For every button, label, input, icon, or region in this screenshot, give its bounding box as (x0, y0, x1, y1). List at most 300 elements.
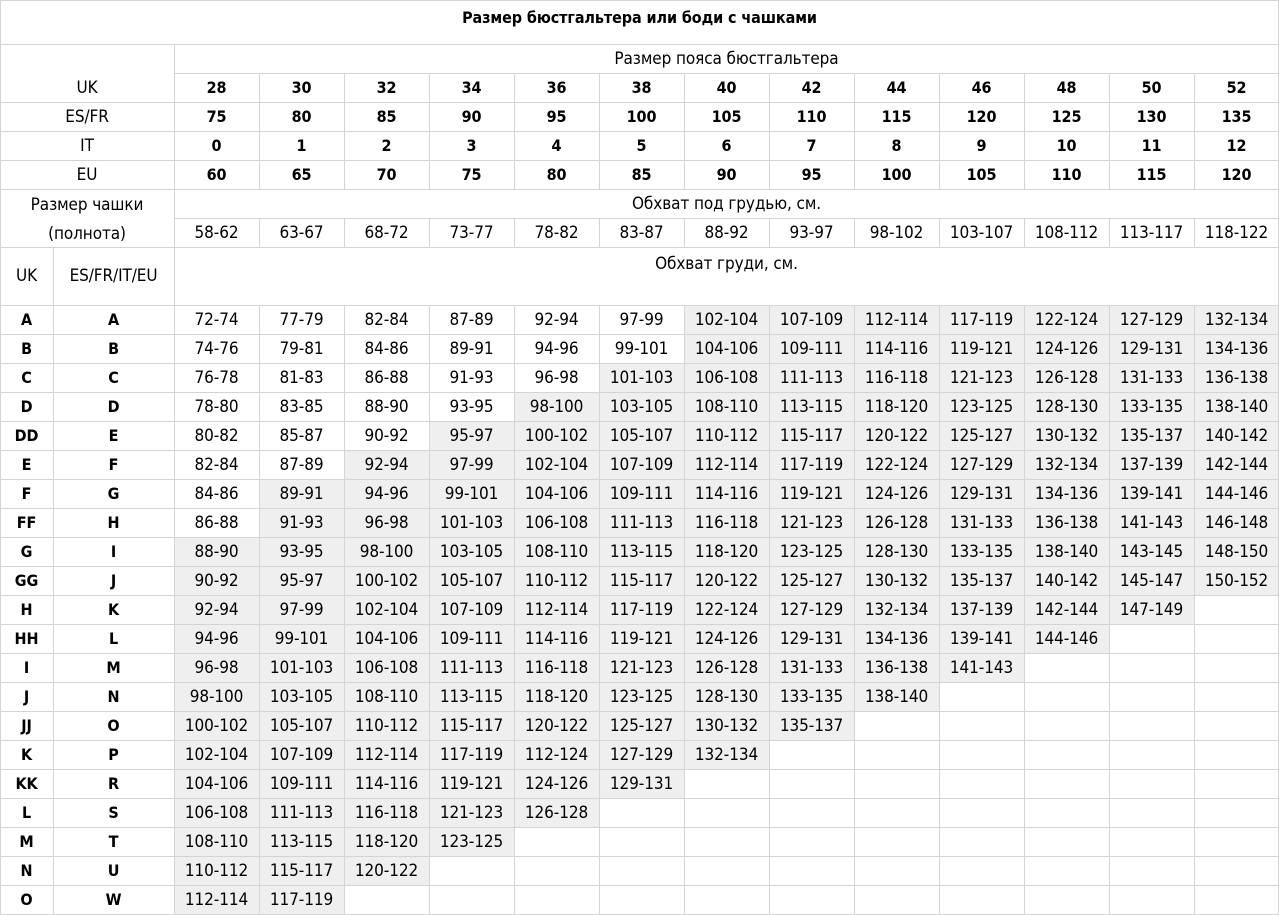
bust-range-cell: 117-119 (779, 454, 844, 475)
bust-range-cell: 108-110 (354, 686, 419, 707)
bust-range-cell: 141-143 (1119, 512, 1184, 533)
band-size-value: 28 (206, 78, 227, 97)
bust-range-cell: 134-136 (1204, 338, 1269, 359)
band-size-value: 7 (806, 136, 817, 155)
cup-uk: KK (15, 774, 38, 793)
bust-range-cell: 97-99 (449, 454, 494, 475)
cup-uk: C (21, 368, 32, 387)
band-size-value: 50 (1141, 78, 1162, 97)
band-size-value: 115 (1136, 165, 1167, 184)
bust-range-cell: 107-109 (609, 454, 674, 475)
bust-range-cell: 111-113 (779, 367, 844, 388)
bust-range-cell: 124-126 (864, 483, 929, 504)
bust-range-cell: 92-94 (534, 309, 579, 330)
band-size-value: 38 (631, 78, 652, 97)
bust-range-cell: 102-104 (184, 744, 249, 765)
band-size-value: 80 (291, 107, 312, 126)
bust-range-cell: 89-91 (449, 338, 494, 359)
band-size-value: 9 (976, 136, 987, 155)
bust-range-cell: 99-101 (614, 338, 669, 359)
bust-range-cell: 120-122 (524, 715, 589, 736)
bust-range-cell: 142-144 (1034, 599, 1099, 620)
bust-range-cell: 87-89 (449, 309, 494, 330)
bust-range-cell: 127-129 (779, 599, 844, 620)
bust-range-cell: 123-125 (949, 396, 1014, 417)
bust-range-cell: 72-74 (194, 309, 239, 330)
band-size-value: 115 (881, 107, 912, 126)
band-size-value: 3 (466, 136, 477, 155)
bust-range-cell: 134-136 (1034, 483, 1099, 504)
cup-uk: G (20, 542, 33, 561)
cup-uk: DD (14, 426, 39, 445)
bust-range-cell: 131-133 (949, 512, 1014, 533)
size-system-label: IT (80, 135, 94, 156)
bust-range-cell: 118-120 (524, 686, 589, 707)
bust-range-cell: 115-117 (609, 570, 674, 591)
bust-range-cell: 74-76 (194, 338, 239, 359)
bust-range-cell: 147-149 (1119, 599, 1184, 620)
band-size-value: 2 (381, 136, 392, 155)
cup-uk: J (23, 687, 30, 706)
bust-range-cell: 87-89 (279, 454, 324, 475)
bust-range-cell: 148-150 (1204, 541, 1269, 562)
table-title: Размер бюстгальтера или боди с чашками (462, 7, 817, 27)
bust-range-cell: 129-131 (1119, 338, 1184, 359)
bust-range-cell: 125-127 (609, 715, 674, 736)
cup-eu: O (107, 716, 120, 735)
bust-range-cell: 121-123 (949, 367, 1014, 388)
bust-range-cell: 112-114 (354, 744, 419, 765)
bust-range-cell: 138-140 (864, 686, 929, 707)
bust-range-cell: 124-126 (524, 773, 589, 794)
underbust-range: 108-112 (1034, 223, 1099, 243)
bust-range-cell: 112-114 (694, 454, 759, 475)
cup-eu: R (108, 774, 119, 793)
band-size-value: 44 (886, 78, 907, 97)
band-size-value: 6 (721, 136, 732, 155)
bust-range-cell: 102-104 (354, 599, 419, 620)
bust-range-cell: 142-144 (1204, 454, 1269, 475)
bust-range-cell: 92-94 (364, 454, 409, 475)
bust-range-cell: 128-130 (1034, 396, 1099, 417)
cup-uk: F (21, 484, 32, 503)
bust-range-cell: 122-124 (864, 454, 929, 475)
bust-range-cell: 102-104 (524, 454, 589, 475)
band-size-value: 120 (1221, 165, 1252, 184)
bust-range-cell: 144-146 (1034, 628, 1099, 649)
bust-range-cell: 113-115 (269, 831, 334, 852)
size-system-label: UK (76, 77, 98, 98)
band-size-value: 105 (711, 107, 742, 126)
bust-range-cell: 91-93 (279, 512, 324, 533)
bust-range-cell: 120-122 (354, 860, 419, 881)
cup-eu: S (108, 803, 119, 822)
cup-uk: E (21, 455, 32, 474)
cup-eu: U (107, 861, 120, 880)
underbust-range: 113-117 (1119, 223, 1184, 243)
bust-range-cell: 100-102 (524, 425, 589, 446)
bust-range-cell: 94-96 (364, 483, 409, 504)
cup-uk: A (20, 310, 33, 329)
bust-range-cell: 117-119 (949, 309, 1014, 330)
bust-range-cell: 125-127 (779, 570, 844, 591)
cup-uk: JJ (21, 716, 32, 735)
size-system-label: ES/FR (65, 106, 109, 127)
bust-range-cell: 91-93 (449, 367, 494, 388)
bust-range-cell: 150-152 (1204, 570, 1269, 591)
bust-range-cell: 96-98 (194, 657, 239, 678)
bust-range-cell: 139-141 (949, 628, 1014, 649)
bust-range-cell: 98-100 (189, 686, 244, 707)
bust-range-cell: 98-100 (529, 396, 584, 417)
bust-range-cell: 126-128 (864, 512, 929, 533)
bust-range-cell: 140-142 (1034, 570, 1099, 591)
bust-range-cell: 80-82 (194, 425, 239, 446)
band-size-header: Размер пояса бюстгальтера (614, 48, 839, 69)
bust-range-cell: 78-80 (194, 396, 239, 417)
cup-eu: H (107, 513, 120, 532)
bust-range-cell: 137-139 (1119, 454, 1184, 475)
band-size-value: 105 (966, 165, 997, 184)
bust-range-cell: 85-87 (279, 425, 324, 446)
cup-uk: GG (14, 571, 39, 590)
bust-range-cell: 115-117 (779, 425, 844, 446)
band-size-value: 90 (461, 107, 482, 126)
cup-uk: HH (14, 629, 39, 648)
cup-eu: W (105, 890, 122, 909)
band-size-value: 30 (291, 78, 312, 97)
bust-range-cell: 105-107 (439, 570, 504, 591)
band-size-value: 95 (801, 165, 822, 184)
bust-range-cell: 111-113 (609, 512, 674, 533)
cup-uk: N (20, 861, 33, 880)
cup-uk: M (19, 832, 34, 851)
bust-range-cell: 109-111 (269, 773, 334, 794)
underbust-range: 98-102 (869, 223, 924, 243)
cup-eu: G (107, 484, 120, 503)
band-size-value: 60 (206, 165, 227, 184)
bust-range-cell: 107-109 (779, 309, 844, 330)
bust-header: Обхват груди, см. (655, 254, 798, 274)
bust-range-cell: 114-116 (524, 628, 589, 649)
cup-uk: I (23, 658, 30, 677)
bust-range-cell: 132-134 (1204, 309, 1269, 330)
bust-range-cell: 133-135 (1119, 396, 1184, 417)
band-size-value: 120 (966, 107, 997, 126)
band-size-value: 42 (801, 78, 822, 97)
underbust-header: Обхват под грудью, см. (631, 193, 822, 214)
cup-eu: N (107, 687, 120, 706)
bust-range-cell: 136-138 (1204, 367, 1269, 388)
band-size-value: 110 (796, 107, 827, 126)
bust-range-cell: 95-97 (449, 425, 494, 446)
cup-eu: D (107, 397, 120, 416)
band-size-value: 8 (891, 136, 902, 155)
bust-range-cell: 116-118 (524, 657, 589, 678)
bust-range-cell: 110-112 (524, 570, 589, 591)
bust-range-cell: 118-120 (694, 541, 759, 562)
bust-range-cell: 101-103 (269, 657, 334, 678)
bust-range-cell: 131-133 (1119, 367, 1184, 388)
band-size-value: 130 (1136, 107, 1167, 126)
bust-range-cell: 140-142 (1204, 425, 1269, 446)
bust-range-cell: 119-121 (779, 483, 844, 504)
bust-range-cell: 120-122 (694, 570, 759, 591)
underbust-range: 88-92 (704, 223, 749, 243)
band-size-value: 90 (716, 165, 737, 184)
band-size-value: 110 (1051, 165, 1082, 184)
bust-range-cell: 133-135 (949, 541, 1014, 562)
band-size-value: 1 (296, 136, 307, 155)
bust-range-cell: 126-128 (694, 657, 759, 678)
underbust-range: 118-122 (1204, 223, 1269, 243)
bust-range-cell: 117-119 (269, 889, 334, 910)
cup-column-eu: ES/FR/IT/EU (69, 266, 158, 286)
band-size-value: 10 (1056, 136, 1077, 155)
bust-range-cell: 123-125 (779, 541, 844, 562)
bust-range-cell: 121-123 (779, 512, 844, 533)
bust-range-cell: 101-103 (609, 367, 674, 388)
bust-range-cell: 106-108 (694, 367, 759, 388)
bust-range-cell: 123-125 (439, 831, 504, 852)
underbust-range: 83-87 (619, 223, 664, 243)
bust-range-cell: 86-88 (364, 367, 409, 388)
bust-range-cell: 130-132 (864, 570, 929, 591)
band-size-value: 65 (291, 165, 312, 184)
cup-size-label-sub: (полнота) (48, 223, 126, 244)
cup-eu: I (110, 542, 117, 561)
bust-range-cell: 141-143 (949, 657, 1014, 678)
cup-uk: H (20, 600, 33, 619)
bust-range-cell: 116-118 (354, 802, 419, 823)
band-size-value: 40 (716, 78, 737, 97)
bust-range-cell: 90-92 (194, 570, 239, 591)
bust-range-cell: 77-79 (279, 309, 324, 330)
bust-range-cell: 123-125 (609, 686, 674, 707)
underbust-range: 63-67 (279, 223, 324, 243)
band-size-value: 4 (551, 136, 562, 155)
bust-range-cell: 96-98 (534, 367, 579, 388)
cup-uk: FF (16, 513, 37, 532)
bust-range-cell: 90-92 (364, 425, 409, 446)
bust-range-cell: 139-141 (1119, 483, 1184, 504)
bust-range-cell: 129-131 (779, 628, 844, 649)
cup-uk: D (20, 397, 33, 416)
cup-eu: P (108, 745, 119, 764)
underbust-range: 68-72 (364, 223, 409, 243)
bust-range-cell: 112-124 (524, 744, 589, 765)
bust-range-cell: 114-116 (864, 338, 929, 359)
bust-range-cell: 127-129 (1119, 309, 1184, 330)
bust-range-cell: 122-124 (694, 599, 759, 620)
bust-range-cell: 107-109 (439, 599, 504, 620)
cup-uk: L (21, 803, 32, 822)
bust-range-cell: 109-111 (779, 338, 844, 359)
bust-range-cell: 93-95 (279, 541, 324, 562)
cup-eu: C (108, 368, 119, 387)
bust-range-cell: 81-83 (279, 367, 324, 388)
bust-range-cell: 84-86 (194, 483, 239, 504)
bust-range-cell: 120-122 (864, 425, 929, 446)
bust-range-cell: 84-86 (364, 338, 409, 359)
bust-range-cell: 112-114 (184, 889, 249, 910)
bust-range-cell: 110-112 (184, 860, 249, 881)
bust-range-cell: 127-129 (609, 744, 674, 765)
bust-range-cell: 99-101 (444, 483, 499, 504)
bust-range-cell: 119-121 (439, 773, 504, 794)
cup-eu: J (110, 571, 117, 590)
bust-range-cell: 133-135 (779, 686, 844, 707)
band-size-value: 80 (546, 165, 567, 184)
bust-range-cell: 119-121 (609, 628, 674, 649)
band-size-value: 11 (1141, 136, 1162, 155)
bust-range-cell: 144-146 (1204, 483, 1269, 504)
band-size-value: 32 (376, 78, 397, 97)
bust-range-cell: 117-119 (439, 744, 504, 765)
bust-range-cell: 96-98 (364, 512, 409, 533)
bust-range-cell: 135-137 (779, 715, 844, 736)
bust-range-cell: 107-109 (269, 744, 334, 765)
cup-eu: K (107, 600, 120, 619)
cup-eu: B (108, 339, 119, 358)
bust-range-cell: 82-84 (364, 309, 409, 330)
bust-range-cell: 115-117 (269, 860, 334, 881)
bust-range-cell: 113-115 (609, 541, 674, 562)
bust-range-cell: 94-96 (534, 338, 579, 359)
bust-range-cell: 109-111 (439, 628, 504, 649)
bust-range-cell: 134-136 (864, 628, 929, 649)
underbust-range: 78-82 (534, 223, 579, 243)
band-size-value: 125 (1051, 107, 1082, 126)
bust-range-cell: 97-99 (279, 599, 324, 620)
bust-range-cell: 104-106 (354, 628, 419, 649)
bust-range-cell: 110-112 (694, 425, 759, 446)
cup-eu: M (106, 658, 121, 677)
bust-range-cell: 145-147 (1119, 570, 1184, 591)
bust-range-cell: 103-105 (439, 541, 504, 562)
band-size-value: 100 (626, 107, 657, 126)
bust-range-cell: 128-130 (864, 541, 929, 562)
bust-range-cell: 103-105 (609, 396, 674, 417)
bust-range-cell: 111-113 (439, 657, 504, 678)
band-size-value: 75 (206, 107, 227, 126)
bust-range-cell: 130-132 (694, 715, 759, 736)
bust-range-cell: 138-140 (1204, 396, 1269, 417)
bust-range-cell: 104-106 (184, 773, 249, 794)
bust-range-cell: 119-121 (949, 338, 1014, 359)
bust-range-cell: 116-118 (864, 367, 929, 388)
bust-range-cell: 116-118 (694, 512, 759, 533)
bust-range-cell: 124-126 (1034, 338, 1099, 359)
underbust-range: 93-97 (789, 223, 834, 243)
bust-range-cell: 138-140 (1034, 541, 1099, 562)
bust-range-cell: 125-127 (949, 425, 1014, 446)
bust-range-cell: 88-90 (194, 541, 239, 562)
bust-range-cell: 112-114 (524, 599, 589, 620)
bust-range-cell: 103-105 (269, 686, 334, 707)
bust-range-cell: 143-145 (1119, 541, 1184, 562)
bust-range-cell: 100-102 (184, 715, 249, 736)
bust-range-cell: 112-114 (864, 309, 929, 330)
bust-range-cell: 136-138 (1034, 512, 1099, 533)
bust-range-cell: 105-107 (269, 715, 334, 736)
band-size-value: 75 (461, 165, 482, 184)
bust-range-cell: 93-95 (449, 396, 494, 417)
bust-range-cell: 104-106 (694, 338, 759, 359)
cup-eu: L (108, 629, 119, 648)
size-system-label: EU (76, 164, 98, 185)
bust-range-cell: 132-134 (1034, 454, 1099, 475)
bust-range-cell: 118-120 (354, 831, 419, 852)
bust-range-cell: 114-116 (694, 483, 759, 504)
bust-range-cell: 146-148 (1204, 512, 1269, 533)
bust-range-cell: 117-119 (609, 599, 674, 620)
bust-range-cell: 121-123 (609, 657, 674, 678)
bust-range-cell: 100-102 (354, 570, 419, 591)
bust-range-cell: 121-123 (439, 802, 504, 823)
bust-range-cell: 76-78 (194, 367, 239, 388)
bust-range-cell: 88-90 (364, 396, 409, 417)
bust-range-cell: 109-111 (609, 483, 674, 504)
bust-range-cell: 132-134 (864, 599, 929, 620)
cup-size-label: Размер чашки (30, 194, 144, 215)
band-size-value: 12 (1226, 136, 1247, 155)
bust-range-cell: 122-124 (1034, 309, 1099, 330)
band-size-value: 0 (211, 136, 222, 155)
bust-range-cell: 102-104 (694, 309, 759, 330)
bust-range-cell: 118-120 (864, 396, 929, 417)
bust-range-cell: 129-131 (949, 483, 1014, 504)
cup-eu: T (108, 832, 119, 851)
bust-range-cell: 101-103 (439, 512, 504, 533)
band-size-value: 5 (636, 136, 647, 155)
cup-uk: O (20, 890, 33, 909)
bust-range-cell: 132-134 (694, 744, 759, 765)
band-size-value: 48 (1056, 78, 1077, 97)
bust-range-cell: 124-126 (694, 628, 759, 649)
bust-range-cell: 108-110 (184, 831, 249, 852)
bust-range-cell: 113-115 (779, 396, 844, 417)
bust-range-cell: 131-133 (779, 657, 844, 678)
cup-eu: F (108, 455, 119, 474)
band-size-value: 95 (546, 107, 567, 126)
bust-range-cell: 126-128 (1034, 367, 1099, 388)
bust-range-cell: 97-99 (619, 309, 664, 330)
band-size-value: 36 (546, 78, 567, 97)
cup-column-uk: UK (15, 266, 38, 286)
bust-range-cell: 94-96 (194, 628, 239, 649)
cup-uk: B (21, 339, 32, 358)
bust-range-cell: 137-139 (949, 599, 1014, 620)
bust-range-cell: 98-100 (359, 541, 414, 562)
band-size-value: 135 (1221, 107, 1252, 126)
bust-range-cell: 113-115 (439, 686, 504, 707)
bust-range-cell: 95-97 (279, 570, 324, 591)
bust-range-cell: 106-108 (354, 657, 419, 678)
bust-range-cell: 130-132 (1034, 425, 1099, 446)
bust-range-cell: 104-106 (524, 483, 589, 504)
bust-range-cell: 110-112 (354, 715, 419, 736)
bust-range-cell: 135-137 (949, 570, 1014, 591)
bust-range-cell: 126-128 (524, 802, 589, 823)
bust-range-cell: 89-91 (279, 483, 324, 504)
bust-range-cell: 83-85 (279, 396, 324, 417)
band-size-value: 100 (881, 165, 912, 184)
bust-range-cell: 108-110 (524, 541, 589, 562)
band-size-value: 70 (376, 165, 397, 184)
band-size-value: 85 (376, 107, 397, 126)
bust-range-cell: 105-107 (609, 425, 674, 446)
